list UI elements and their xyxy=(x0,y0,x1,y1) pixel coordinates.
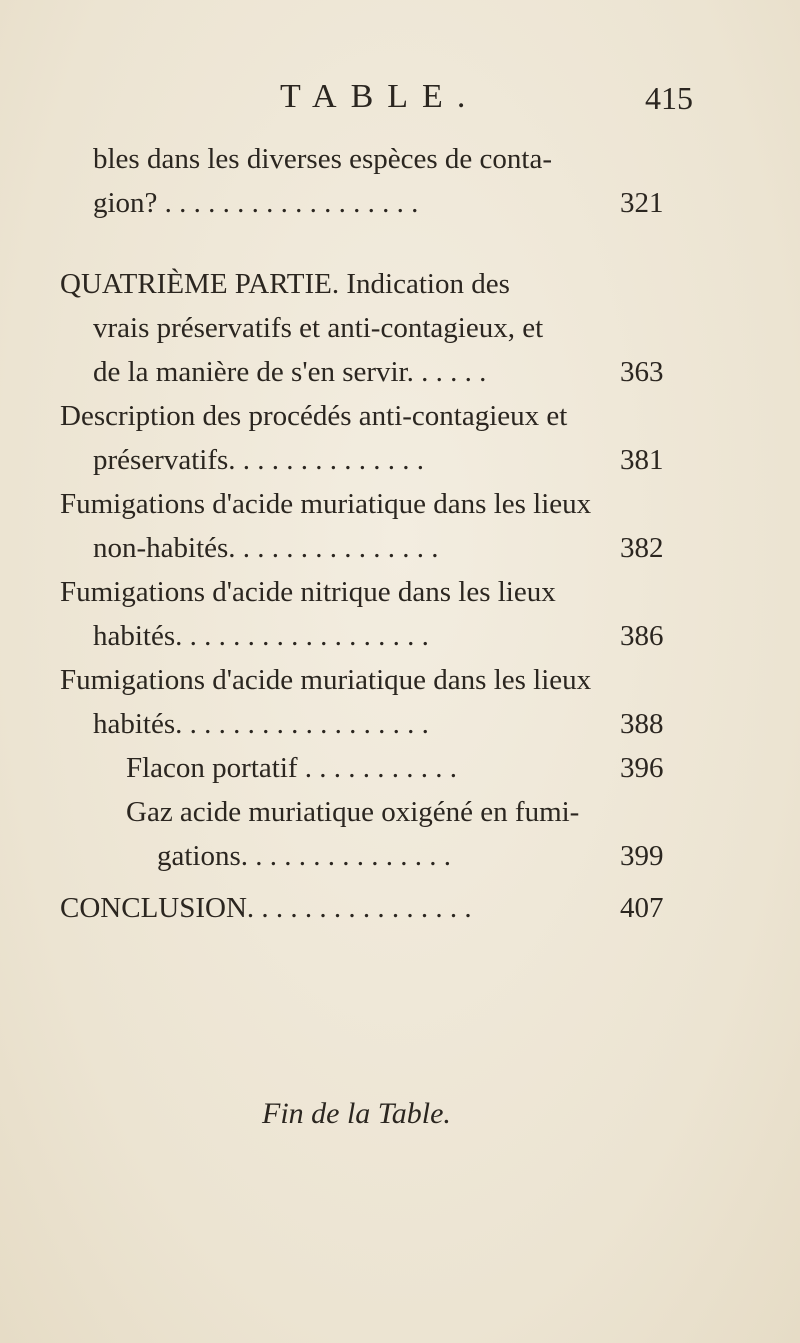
toc-entry-page: 396 xyxy=(620,752,664,784)
entry-line: gations. . . . . . . . . . . . . . . xyxy=(157,840,452,872)
toc-entry-text xyxy=(93,350,486,394)
toc-entry-page: 386 xyxy=(620,620,664,652)
part-heading: QUATRIÈME PARTIE. xyxy=(60,268,340,300)
toc-entry-text xyxy=(93,614,429,658)
toc-entry-text xyxy=(60,394,567,438)
toc-entry-text xyxy=(60,262,510,306)
toc-entry-page: 363 xyxy=(620,356,664,388)
toc-entry-text xyxy=(126,790,579,834)
toc-entry-text xyxy=(93,137,552,181)
toc-entry-page: 382 xyxy=(620,532,664,564)
entry-line: Fumigations d'acide muriatique dans les lieux xyxy=(60,664,592,696)
toc-entry-text xyxy=(93,306,543,350)
toc-entry-page: 399 xyxy=(620,840,664,872)
toc-entry-text xyxy=(60,886,472,930)
entry-line: bles dans les diverses espèces de conta- xyxy=(93,143,553,175)
entry-line: Flacon portatif . . . . . . . . . . . xyxy=(126,752,458,784)
entry-line: vrais préservatifs et anti-contagieux, et xyxy=(93,312,544,344)
toc-entry-page: 321 xyxy=(620,187,664,219)
entry-line: préservatifs. . . . . . . . . . . . . . xyxy=(93,444,425,476)
toc-entry-text xyxy=(157,834,451,878)
toc-entry-page: 388 xyxy=(620,708,664,740)
entry-line: Indication des xyxy=(346,268,510,300)
entry-line: Description des procédés anti-contagieux et xyxy=(60,400,568,432)
toc-entry-page: 381 xyxy=(620,444,664,476)
entry-line: habités. . . . . . . . . . . . . . . . . . xyxy=(93,620,429,652)
running-title: TABLE. xyxy=(280,78,480,115)
toc-entry-page: 407 xyxy=(620,892,664,924)
toc-entry-text xyxy=(60,658,591,702)
end-of-table-note: Fin de la Table. xyxy=(262,1097,451,1130)
toc-entry-text xyxy=(93,181,418,225)
entry-line: Fumigations d'acide muriatique dans les lieux xyxy=(60,488,592,520)
toc-entry-text xyxy=(126,746,457,790)
conclusion-heading: CONCLUSION. . . . . . . . . . . . . . . . xyxy=(60,892,472,924)
toc-entry-text xyxy=(93,702,429,746)
entry-line: de la manière de s'en servir. . . . . . xyxy=(93,356,487,388)
entry-line: gion? . . . . . . . . . . . . . . . . . . xyxy=(93,187,419,219)
toc-entry-text xyxy=(60,482,591,526)
entry-line: Gaz acide muriatique oxigéné en fumi- xyxy=(126,796,580,828)
toc-entry-text xyxy=(93,438,424,482)
entry-line: Fumigations d'acide nitrique dans les lieux xyxy=(60,576,556,608)
running-head xyxy=(0,78,800,118)
entry-line: non-habités. . . . . . . . . . . . . . . xyxy=(93,532,439,564)
page-number: 415 xyxy=(645,80,693,116)
toc-entry-text xyxy=(60,570,556,614)
toc-entry-text xyxy=(93,526,439,570)
entry-line: habités. . . . . . . . . . . . . . . . . . xyxy=(93,708,429,740)
